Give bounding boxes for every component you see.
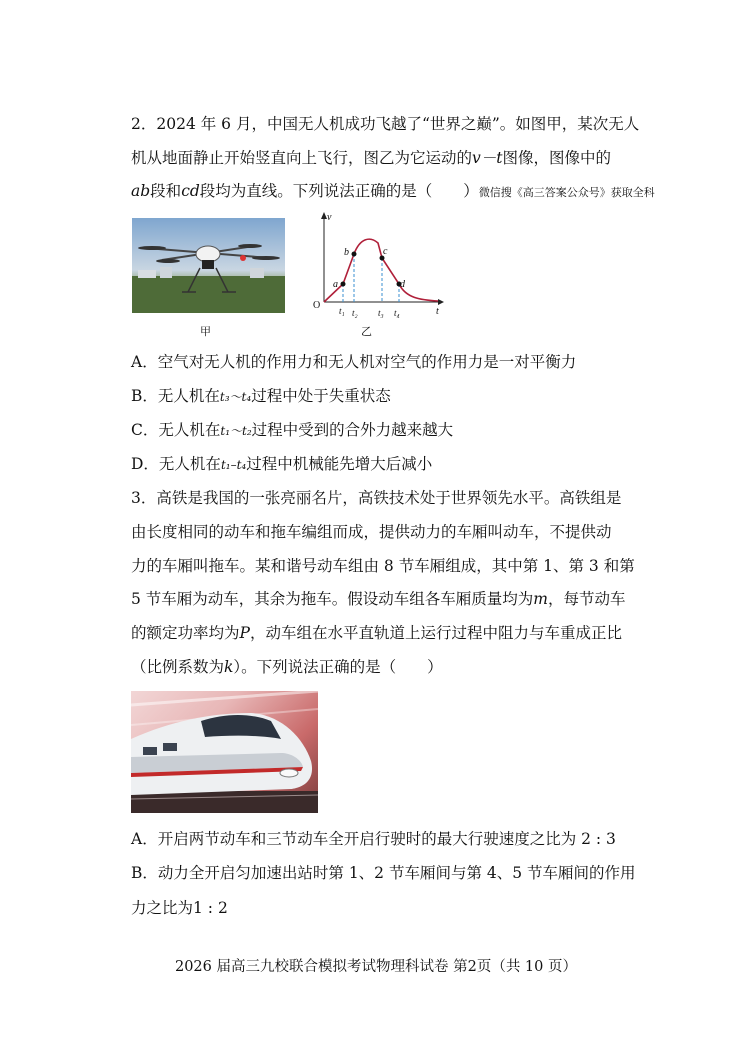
q3-stem-text: （比例系数为 xyxy=(131,658,225,676)
q2-stem-text: 段均为直线。下列说法正确的是（ ） xyxy=(199,182,479,200)
label-t2: t₂ xyxy=(352,308,358,318)
page-footer: 2026 届高三九校联合模拟考试物理科试卷 第2页（共 10 页） xyxy=(174,959,577,975)
t-axis-arrow-icon xyxy=(438,299,444,305)
q2-option-b xyxy=(131,386,391,407)
q3-stem-line5 xyxy=(131,623,622,643)
drone-photo xyxy=(132,218,285,313)
label-t4: t₄ xyxy=(394,308,400,318)
label-t3: t₃ xyxy=(378,308,384,318)
q2-option-b-text: B．无人机在 xyxy=(131,387,220,405)
q2-option-c-text: C．无人机在 xyxy=(131,421,221,439)
q2-option-a: A．空气对无人机的作用力和无人机对空气的作用力是一对平衡力 xyxy=(131,353,577,371)
q3-stem-line4 xyxy=(131,589,626,609)
q3-stem-text: 5 节车厢为动车，其余为拖车。假设动车组各车厢质量均为 xyxy=(131,590,534,608)
origin-label: O xyxy=(313,300,321,311)
label-d: d xyxy=(400,279,405,290)
ab-variable: ab xyxy=(131,182,151,200)
cd-variable: cd xyxy=(181,182,200,200)
v-axis-label: v xyxy=(327,212,332,223)
q3-stem-line2: 由长度相同的动车和拖车编组而成，提供动力的车厢叫动车，不提供动 xyxy=(131,523,612,541)
t-axis-label: t xyxy=(436,306,439,317)
q2-option-c-var: t₁～t₂ xyxy=(220,424,252,438)
q2-stem-text: 段和 xyxy=(150,182,182,200)
q2-option-b-var: t₃～t₄ xyxy=(219,390,252,404)
caption-jia: 甲 xyxy=(200,325,211,338)
train-photo xyxy=(131,691,318,813)
q2-option-d xyxy=(131,454,432,475)
q2-option-c-text2: 过程中受到的合外力越来越大 xyxy=(251,421,454,439)
q3-option-b-line2: 力之比为1 : 2 xyxy=(131,899,228,917)
power-variable: P xyxy=(239,624,250,642)
mass-variable: m xyxy=(533,590,548,608)
vt-variable: v－t xyxy=(472,149,503,167)
q2-option-d-text2: 过程中机械能先增大后减小 xyxy=(246,455,433,473)
caption-yi: 乙 xyxy=(361,325,372,338)
q3-stem-line1: 3．高铁是我国的一张亮丽名片，高铁技术处于世界领先水平。高铁组是 xyxy=(131,489,622,507)
q2-option-d-text: D．无人机在 xyxy=(131,455,221,473)
q2-stem-line2 xyxy=(131,148,611,168)
vt-curve xyxy=(324,239,438,302)
q3-stem-text: ）。下列说法正确的是（ ） xyxy=(233,658,443,676)
point-a xyxy=(341,282,346,287)
q2-stem-text: 图像，图像中的 xyxy=(502,149,612,167)
q3-stem-text: 的额定功率均为 xyxy=(131,624,240,642)
q2-stem-line3 xyxy=(131,181,655,203)
k-variable: k xyxy=(224,658,234,676)
label-c: c xyxy=(383,246,388,257)
q2-option-d-var: t₁–t₄ xyxy=(220,458,247,472)
point-b xyxy=(352,252,357,257)
label-a: a xyxy=(333,279,338,290)
q3-option-b-line1: B．动力全开启匀加速出站时第 1、2 节车厢间与第 4、5 节车厢间的作用 xyxy=(131,864,636,882)
label-b: b xyxy=(344,247,349,258)
watermark-note: 微信搜《高三答案公众号》获取全科 xyxy=(478,186,655,199)
label-t1: t₁ xyxy=(339,306,345,316)
q3-stem-text: ，动车组在水平直轨道上运行过程中阻力与车重成正比 xyxy=(249,624,622,642)
q2-option-b-text2: 过程中处于失重状态 xyxy=(251,387,391,405)
q2-option-c xyxy=(131,420,453,441)
q3-stem-line6 xyxy=(131,657,443,677)
train-illustration xyxy=(131,691,318,813)
q3-stem-text: ，每节动车 xyxy=(548,590,626,608)
q3-option-a: A．开启两节动车和三节动车全开启行驶时的最大行驶速度之比为 2 : 3 xyxy=(131,830,616,848)
q3-stem-line3: 力的车厢叫拖车。某和谐号动车组由 8 节车厢组成，其中第 1、第 3 和第 xyxy=(131,557,635,575)
q2-stem-text: 机从地面静止开始竖直向上飞行，图乙为它运动的 xyxy=(131,149,473,167)
q2-stem-line1: 2．2024 年 6 月，中国无人机成功飞越了“世界之巅”。如图甲，某次无人 xyxy=(131,115,640,133)
drone-illustration xyxy=(132,218,285,313)
vt-graph xyxy=(308,210,448,330)
